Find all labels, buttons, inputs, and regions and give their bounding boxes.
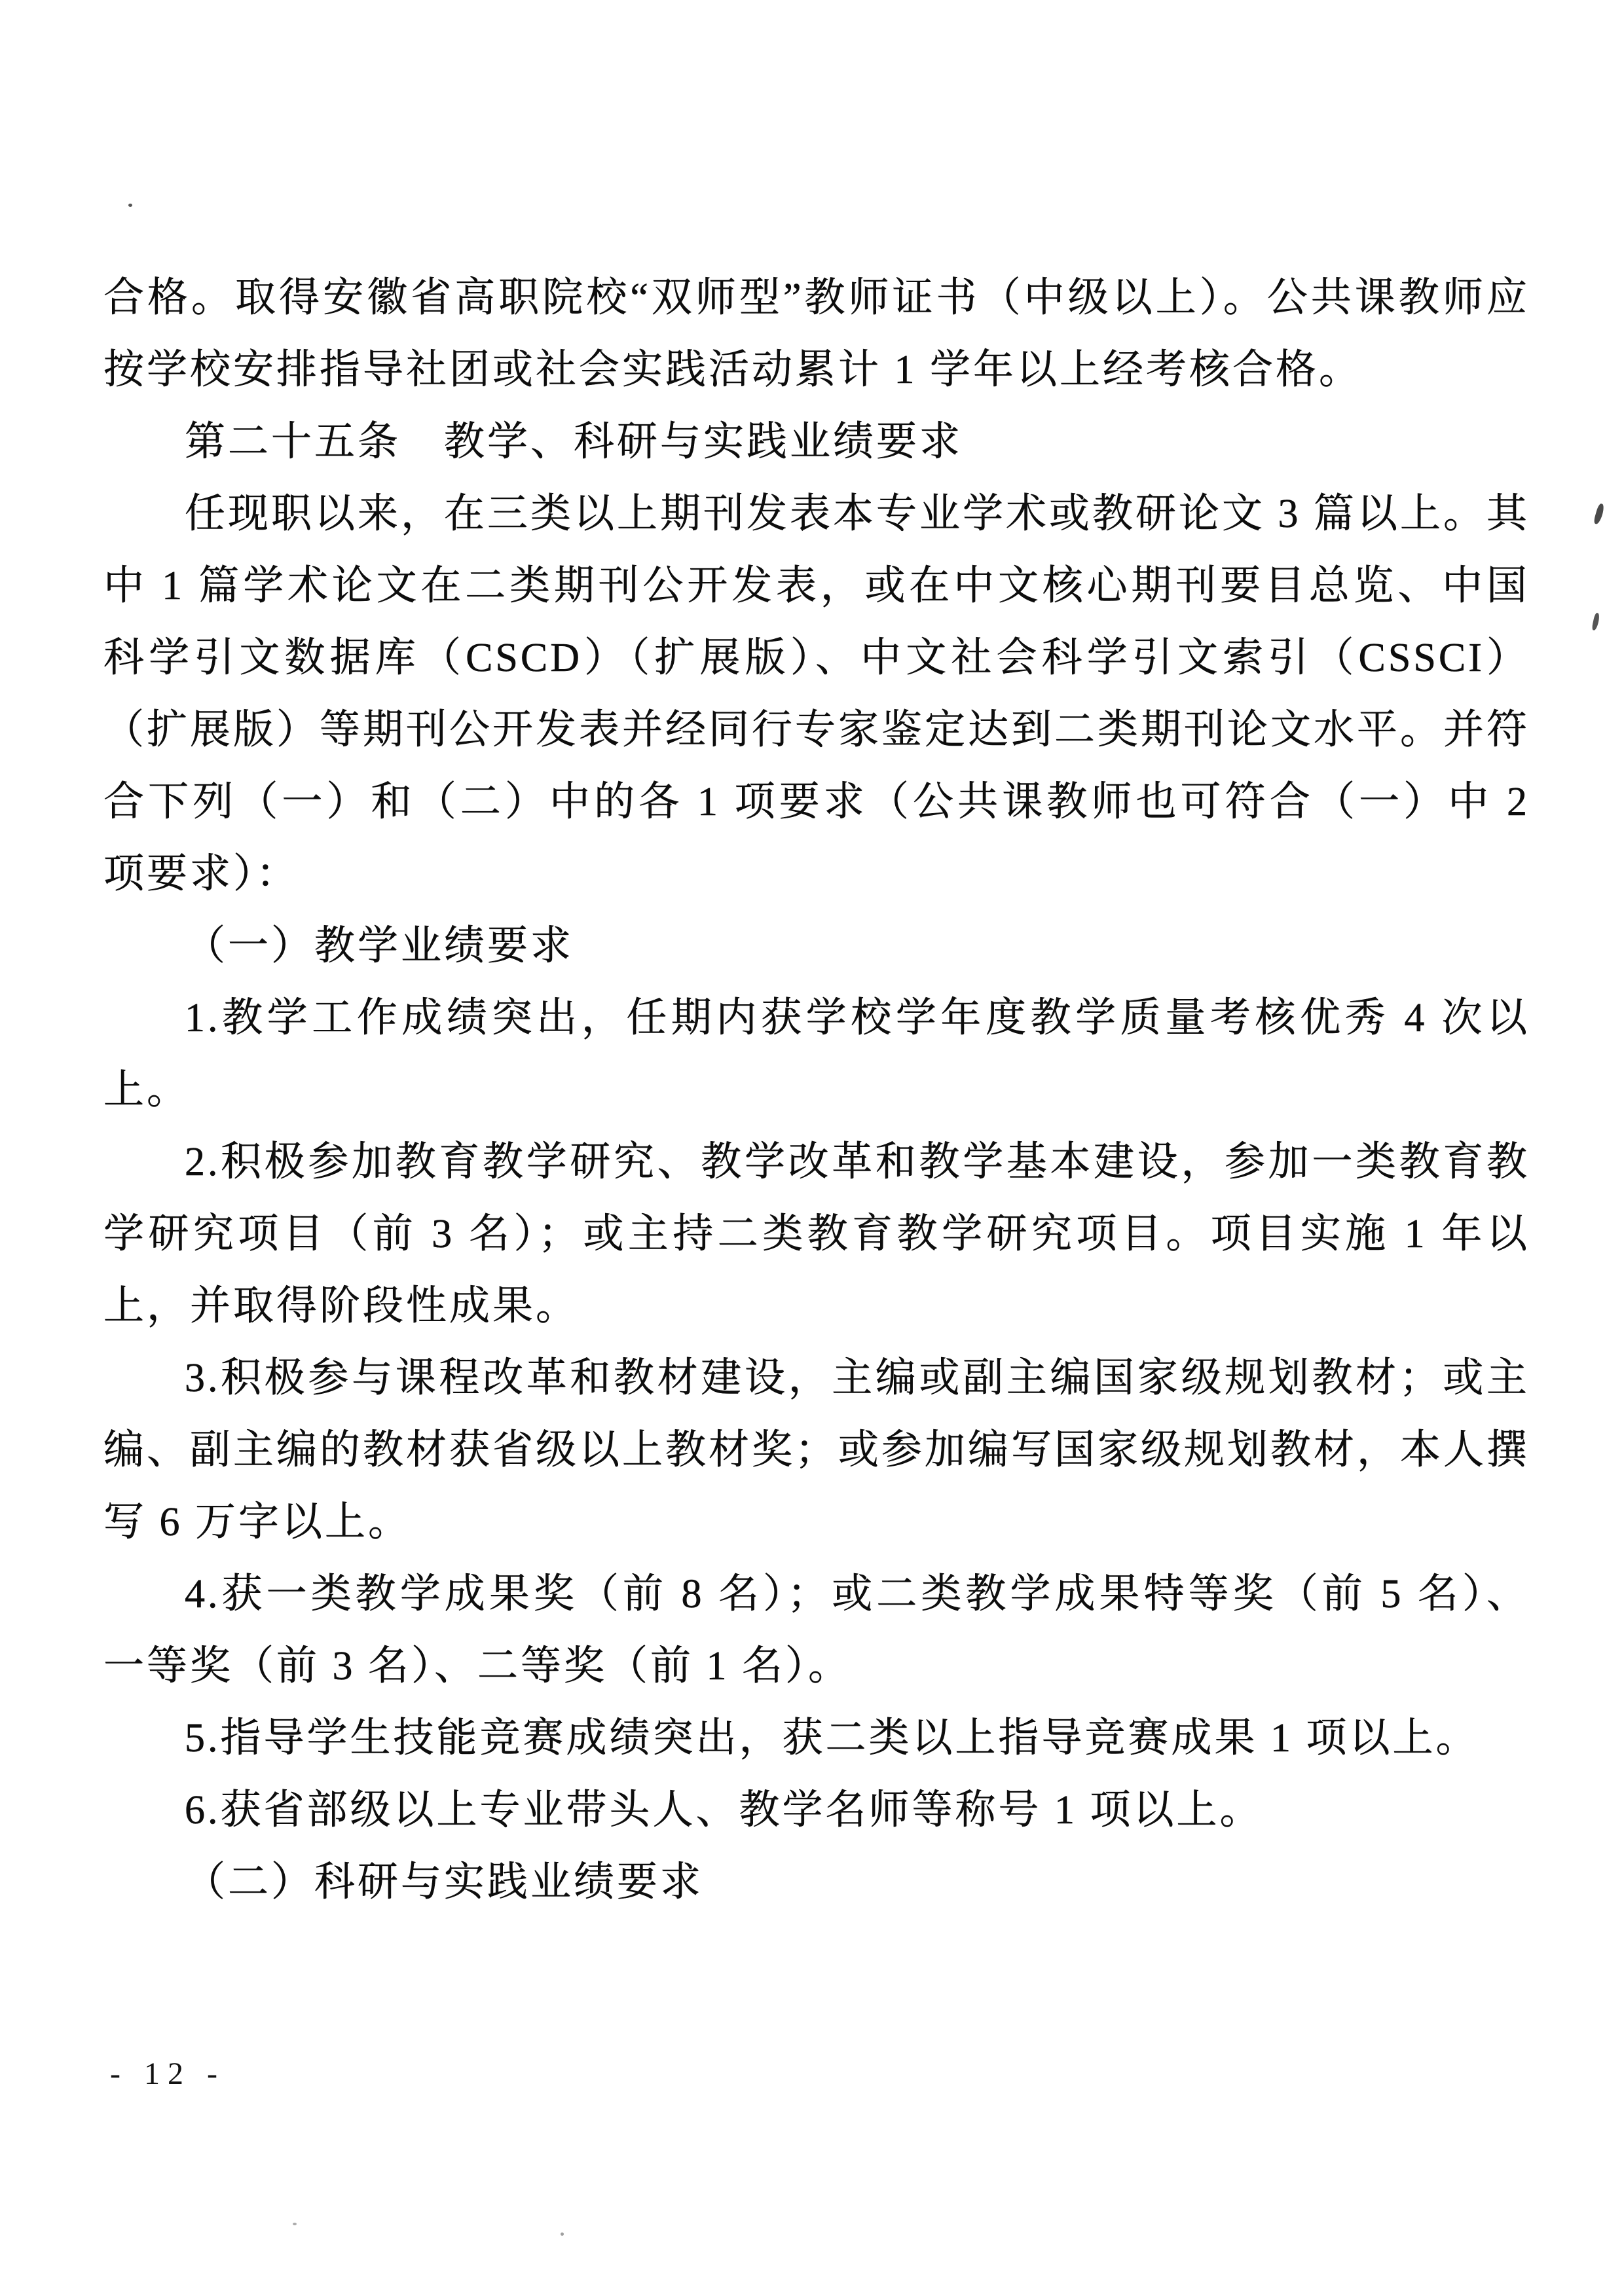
scan-ink-mark <box>1591 612 1600 630</box>
scan-speck <box>293 2223 297 2225</box>
section-1-item-5: 5.指导学生技能竞赛成绩突出，获二类以上指导竞赛成果 1 项以上。 <box>185 1716 1479 1760</box>
scan-speck <box>561 2232 564 2236</box>
section-1-item-4: 4.获一类教学成果奖（前 8 名）；或二类教学成果特等奖（前 5 名）、一等奖（前 3 名）、二等奖（前 1 名）。 <box>103 1572 1530 1688</box>
page-number: - 12 - <box>110 2056 225 2091</box>
article-25-heading: 第二十五条 教学、科研与实践业绩要求 <box>185 420 963 464</box>
section-1-item-1: 1.教学工作成绩突出，任期内获学校学年度教学质量考核优秀 4 次以上。 <box>103 996 1530 1112</box>
paragraph-continuation: 合格。取得安徽省高职院校“双师型”教师证书（中级以上）。公共课教师应按学校安排指导社团或社会实践活动累计 1 学年以上经考核合格。 <box>103 276 1530 392</box>
section-2-heading: （二）科研与实践业绩要求 <box>185 1860 704 1904</box>
scan-ink-mark <box>1593 503 1605 525</box>
scan-speck <box>128 204 132 207</box>
section-1-item-3: 3.积极参与课程改革和教材建设，主编或副主编国家级规划教材；或主编、副主编的教材获省级以上教材奖；或参加编写国家级规划教材，本人撰写 6 万字以上。 <box>103 1356 1530 1544</box>
section-1-item-6: 6.获省部级以上专业带头人、教学名师等称号 1 项以上。 <box>185 1788 1263 1832</box>
section-1-heading: （一）教学业绩要求 <box>185 924 574 968</box>
section-1-item-2: 2.积极参加教育教学研究、教学改革和教学基本建设，参加一类教育教学研究项目（前 3 名）；或主持二类教育教学研究项目。项目实施 1 年以上，并取得阶段性成果。 <box>103 1140 1530 1328</box>
document-body <box>103 262 1530 1918</box>
article-25-intro: 任现职以来，在三类以上期刊发表本专业学术或教研论文 3 篇以上。其中 1 篇学术论文在二类期刊公开发表，或在中文核心期刊要目总览、中国科学引文数据库（CSCD）（扩展版）、中文社会科学引文索引（CSSCI）（扩展版）等期刊公开发表并经同行专家鉴定达到二类期刊论文水平。并符合下列（一）和（二）中的各 1 项要求（公共课教师也可符合（一）中 2 项要求）： <box>103 492 1530 896</box>
